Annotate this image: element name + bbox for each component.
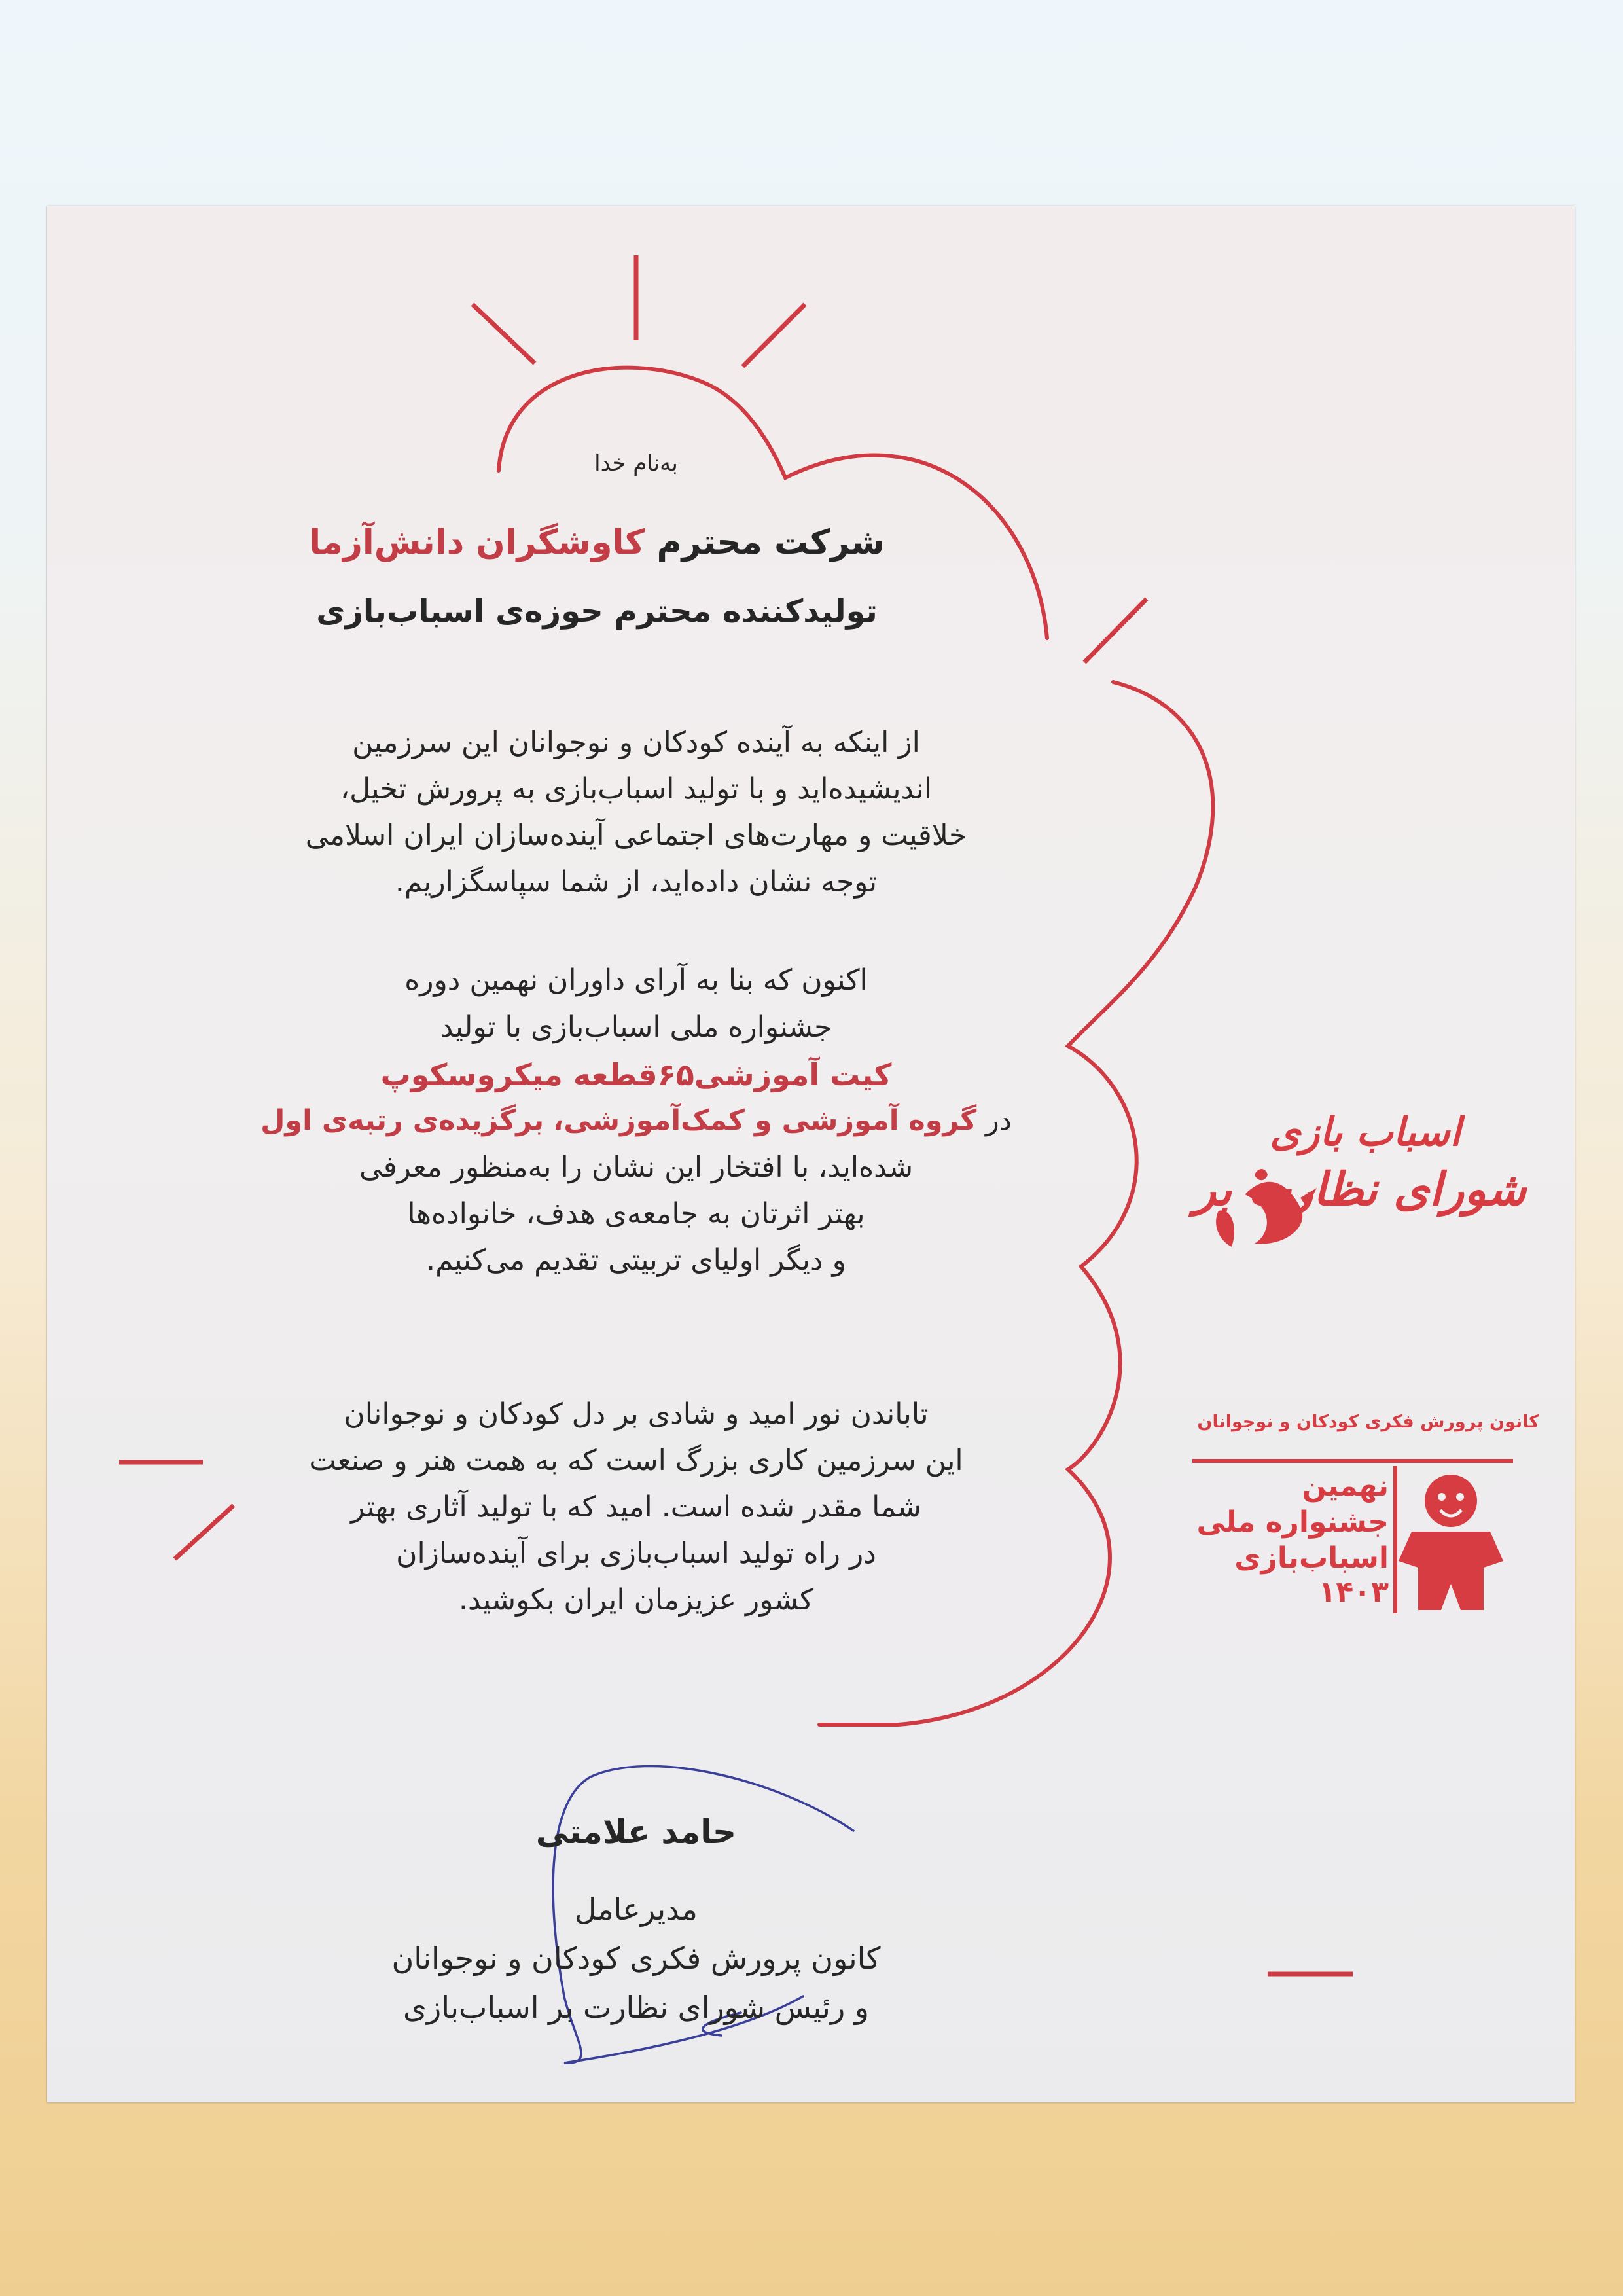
paragraph-3-line: کشور عزیزمان ایران بکوشید. [458, 1583, 814, 1617]
council-name: شورای نظارت بر [1194, 1162, 1526, 1216]
award-line [145, 1104, 1127, 1137]
festival-edition: نهمین [1302, 1469, 1389, 1503]
paragraph-2-line: بهتر اثرتان به جامعه‌ی هدف، خانواده‌ها [407, 1197, 865, 1230]
certificate-letter [47, 206, 1575, 2102]
organization-name: کانون پرورش فکری کودکان و نوجوانان [1197, 1412, 1539, 1432]
gingerbread-mascot-icon [1392, 1469, 1510, 1613]
paragraph-2-line: اکنون که بنا به آرای داوران نهمین دوره [404, 963, 868, 997]
paragraph-2-line: جشنواره ملی اسباب‌بازی با تولید [440, 1011, 832, 1044]
award-rank: برگزیده‌ی رتبه‌ی اول [260, 1104, 544, 1137]
recipient-line [204, 523, 990, 562]
recipient-title: تولیدکننده محترم حوزه‌ی اسباب‌بازی [316, 593, 878, 630]
signer-council: و رئیس شورای نظارت بر اسباب‌بازی [403, 1990, 869, 2025]
product-name: کیت آموزشی۶۵قطعه میکروسکوپ [380, 1057, 892, 1092]
festival-name: جشنواره ملی [1196, 1505, 1389, 1539]
paragraph-1-line: از اینکه به آینده کودکان و نوجوانان این سرزمین [352, 726, 920, 759]
paragraph-3-line: این سرزمین کاری بزرگ است که به همت هنر و صنعت [309, 1444, 963, 1477]
paragraph-1-line: اندیشیده‌اید و با تولید اسباب‌بازی به پرورش تخیل، [340, 772, 933, 806]
signer-name: حامد علامتی [535, 1813, 737, 1851]
festival-subject: اسباب‌بازی [1234, 1541, 1389, 1575]
paragraph-2-line: و دیگر اولیای تربیتی تقدیم می‌کنیم. [426, 1244, 846, 1277]
signer-organization: کانون پرورش فکری کودکان و نوجوانان [391, 1941, 881, 1976]
council-logo [1192, 1011, 1575, 1613]
signer-role: مدیرعامل [575, 1892, 698, 1927]
council-subject: اسباب بازی [1270, 1109, 1461, 1155]
festival-year: ۱۴۰۳ [1318, 1575, 1389, 1609]
paragraph-3-line: شما مقدر شده است. امید که با تولید آثاری بهتر [351, 1490, 921, 1524]
paragraph-1-line: توجه نشان داده‌اید، از شما سپاسگزاریم. [395, 865, 878, 899]
paragraph-1-line: خلاقیت و مهارت‌های اجتماعی آینده‌سازان ایران اسلامی [305, 819, 967, 852]
paragraph-3-line: تاباندن نور امید و شادی بر دل کودکان و نوجوانان [344, 1397, 929, 1431]
award-in: در [985, 1104, 1012, 1137]
award-group: گروه آموزشی و کمک‌آموزشی، [552, 1104, 977, 1137]
salutation: به‌نام خدا [594, 450, 678, 476]
recipient-prefix: شرکت محترم [656, 523, 885, 562]
paragraph-3-line: در راه تولید اسباب‌بازی برای آینده‌سازان [396, 1537, 876, 1570]
company-name: کاوشگران دانش‌آزما [309, 523, 645, 562]
paragraph-2-line: شده‌اید، با افتخار این نشان را به‌منظور معرفی [359, 1151, 914, 1184]
